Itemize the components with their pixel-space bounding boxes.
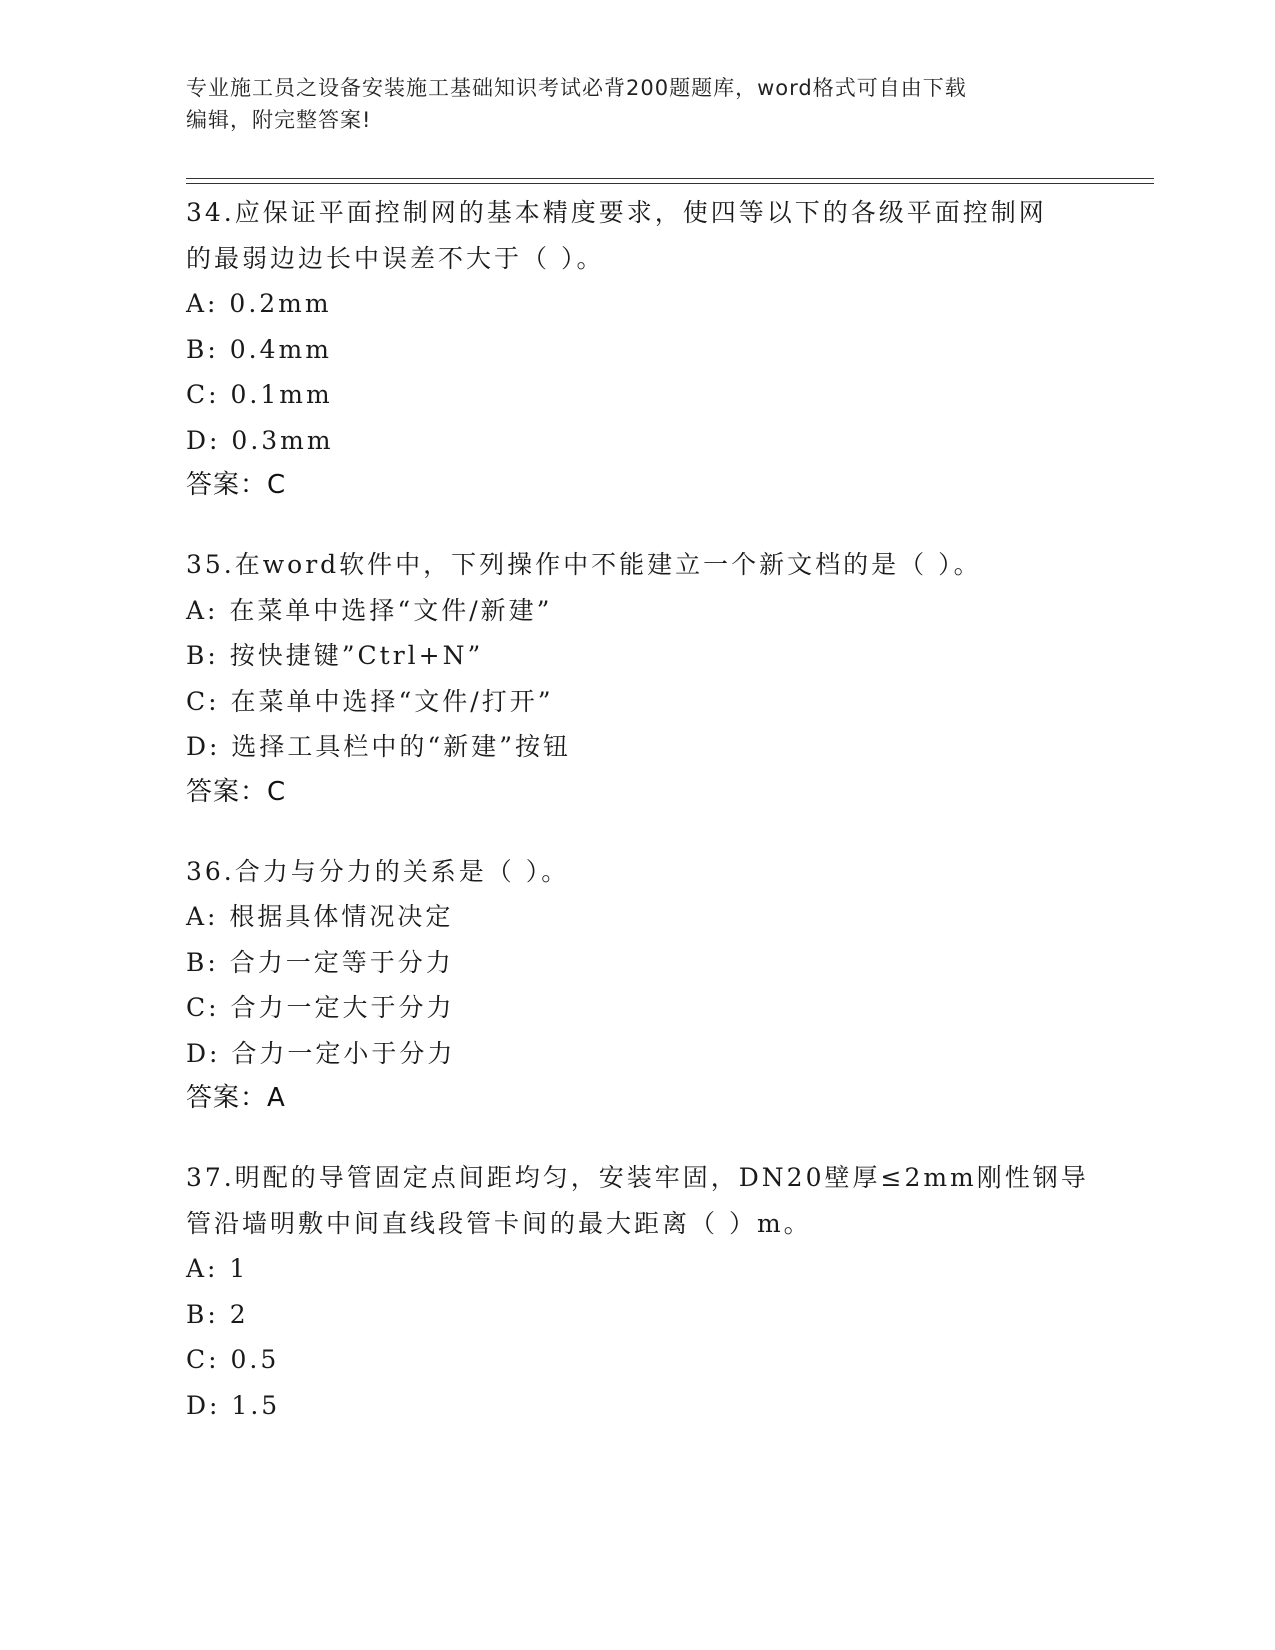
option-c: C: 0.5 xyxy=(186,1345,280,1374)
option-a: A: 根据具体情况决定 xyxy=(186,902,454,931)
option-a: A: 在菜单中选择“文件/新建” xyxy=(186,595,553,625)
option-d: D: 合力一定小于分力 xyxy=(186,1038,456,1068)
option-d: D: 0.3mm xyxy=(186,425,334,455)
question-stem-line: 37.明配的导管固定点间距均匀，安装牢固，DN20壁厚≤2mm刚性钢导 xyxy=(186,1163,1089,1192)
question-item xyxy=(186,1155,1089,1428)
question-item xyxy=(186,542,1086,814)
question-stem-line: 34.应保证平面控制网的基本精度要求，使四等以下的各级平面控制网 xyxy=(186,198,1047,227)
option-b: B: 按快捷键”Ctrl+N” xyxy=(186,641,484,670)
header-line-2: 编辑，附完整答案! xyxy=(186,108,372,132)
question-list xyxy=(186,190,1089,1463)
question-item xyxy=(186,849,1086,1121)
header-divider-top xyxy=(186,178,1154,179)
option-c: C: 0.1mm xyxy=(186,380,333,409)
option-b: B: 2 xyxy=(186,1299,249,1329)
question-stem-line: 的最弱边边长中误差不大于（ ）。 xyxy=(186,243,605,273)
question-stem-line: 36.合力与分力的关系是（ ）。 xyxy=(186,856,570,886)
answer-line: 答案：C xyxy=(186,776,287,807)
option-c: C: 在菜单中选择“文件/打开” xyxy=(186,686,554,716)
option-c: C: 合力一定大于分力 xyxy=(186,993,455,1022)
question-stem-line: 35.在word软件中，下列操作中不能建立一个新文档的是（ ）。 xyxy=(186,550,982,579)
question-stem-line: 管沿墙明敷中间直线段管卡间的最大距离（ ）m。 xyxy=(186,1208,812,1238)
option-a: A: 0.2mm xyxy=(186,289,332,318)
option-b: B: 合力一定等于分力 xyxy=(186,947,454,977)
option-d: D: 选择工具栏中的“新建”按钮 xyxy=(186,732,571,761)
answer-line: 答案：C xyxy=(186,470,287,500)
header-line-1: 专业施工员之设备安装施工基础知识考试必背200题题库，word格式可自由下载 xyxy=(186,76,967,100)
option-a: A: 1 xyxy=(186,1254,249,1283)
answer-line: 答案：A xyxy=(186,1083,286,1113)
question-item xyxy=(186,190,1086,507)
document-header xyxy=(186,72,1066,136)
header-divider-bottom xyxy=(186,183,1154,184)
option-b: B: 0.4mm xyxy=(186,334,332,364)
option-d: D: 1.5 xyxy=(186,1390,281,1420)
